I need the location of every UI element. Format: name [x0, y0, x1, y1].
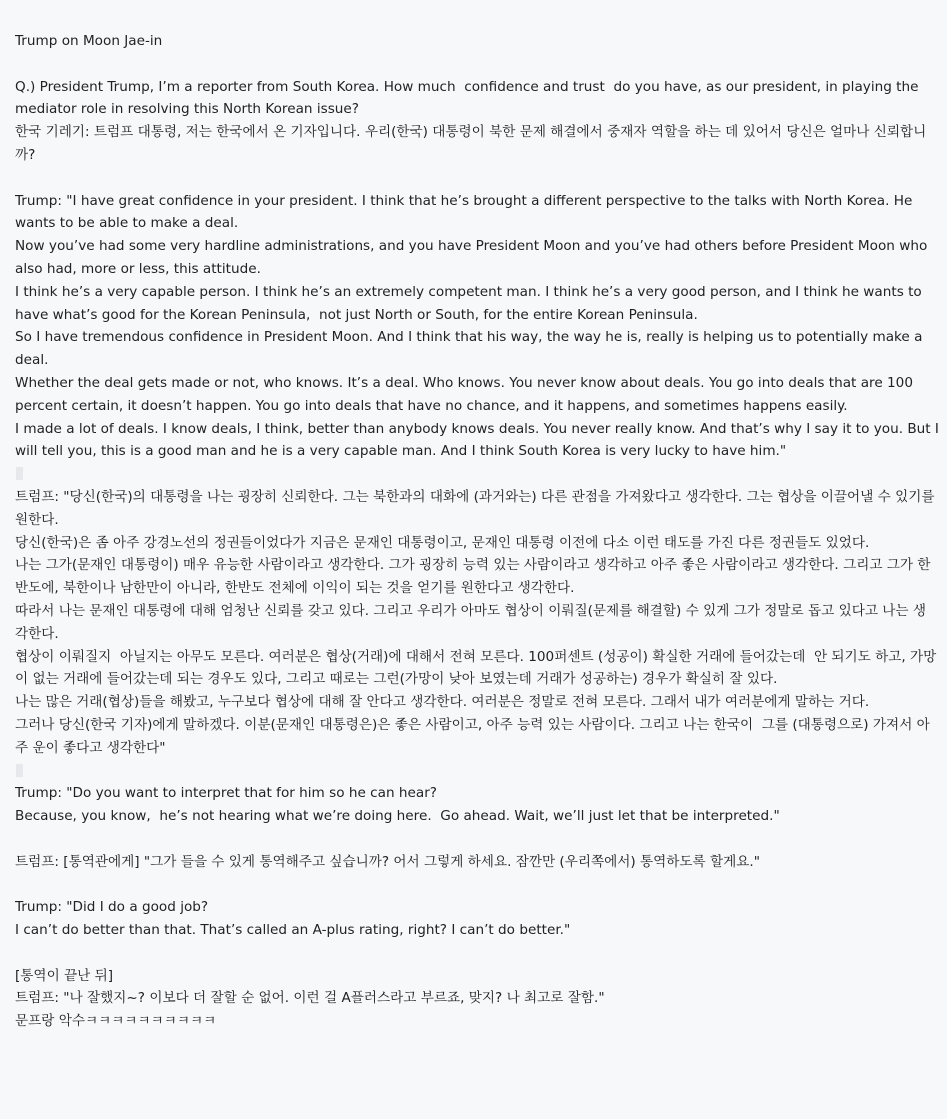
interpret-line: 트럼프: [통역관에게] "그가 들을 수 있게 통역해주고 싶습니까? 어서 그렇게 하세요. 잠깐만 (우리쪽에서) 통역하도록 할게요.": [15, 853, 760, 870]
after-line: [통역이 끝난 뒤]: [15, 967, 114, 984]
answer-line: 따라서 나는 문재인 대통령에 대해 엄청난 신뢰를 갖고 있다. 그리고 우리가 아마도 협상이 이뤄질(문제를 해결할) 수 있게 그가 정말로 돕고 있다고 나는 생각한다.: [15, 602, 927, 642]
spacer: [15, 167, 939, 190]
question-english: Q.) President Trump, I’m a reporter from South Korea. How much confidence and trust do you have, as our president, in playing the mediator role in resolving this North Korean issue?: [15, 78, 923, 118]
after-line: 트럼프: "나 잘했지~? 이보다 더 잘할 순 없어. 이런 걸 A플러스라고 부르죠, 맞지? 나 최고로 잘함.": [15, 990, 605, 1007]
interpret-line: Because, you know, he’s not hearing what we’re doing here. Go ahead. Wait, we’ll just let that be interpreted.": [15, 808, 780, 825]
answer-line: Trump: "I have great confidence in your president. I think that he’s brought a different perspective to the talks with North Korea. He wants to be able to make a deal.: [15, 192, 917, 232]
spacer: [15, 873, 939, 896]
answer-line: I made a lot of deals. I know deals, I think, better than anybody knows deals. You never really know. And that’s why I say it to you. But I will tell you, this is a good man and he is a very capable man. And I think South Korea is very lucky to have him.": [15, 420, 944, 460]
paragraph-marker: [16, 467, 23, 480]
answer-line: 그러나 당신(한국 기자)에게 말하겠다. 이분(문재인 대통령은)은 좋은 사람이고, 아주 능력 있는 사람이다. 그리고 나는 한국이 그를 (대통령으로) 가져서 아주 운이 좋다고 생각한다": [15, 716, 930, 756]
answer-english-paragraph: [15, 190, 944, 464]
answer-line: 나는 그가(문재인 대통령이) 매우 유능한 사람이라고 생각한다. 그가 굉장히 능력 있는 사람이라고 생각하고 아주 좋은 사람이라고 생각한다. 그리고 그가 한반도에, 북한이나 남한만이 아니라, 한반도 전체에 이익이 되는 것을 얻기를 원한다고 생각한다.: [15, 557, 931, 597]
document-title: Trump on Moon Jae-in: [15, 33, 163, 49]
answer-korean-paragraph: [15, 486, 939, 760]
answer-line: Whether the deal gets made or not, who knows. It’s a deal. Who knows. You never know about deals. You go into deals that are 100 percent certain, it doesn’t happen. You go into deals that have no chance, and it happens, and sometimes happens easily.: [15, 374, 918, 414]
answer-line: So I have tremendous confidence in President Moon. And I think that his way, the way he is, really is helping us to potentially make a deal.: [15, 329, 927, 369]
answer-line: 당신(한국)은 좀 아주 강경노선의 정권들이었다가 지금은 문재인 대통령이고, 문재인 대통령 이전에 다소 이런 태도를 가진 다른 정권들도 있었다.: [15, 534, 870, 551]
spacer: [15, 828, 939, 851]
interpret-english-paragraph: [15, 782, 939, 828]
answer-line: Now you’ve had some very hardline administrations, and you have President Moon and you’ve had others before President Moon who also had, more or less, this attitude.: [15, 238, 932, 277]
question-paragraph: [15, 76, 939, 167]
spacer: [15, 942, 939, 965]
answer-line: 나는 많은 거래(협상)들을 해봤고, 누구보다 협상에 대해 잘 안다고 생각한다. 여러분은 정말로 전혀 모른다. 그래서 내가 여러분에게 말하는 거다.: [15, 694, 870, 711]
question-korean: 한국 기레기: 트럼프 대통령, 저는 한국에서 온 기자입니다. 우리(한국) 대통령이 북한 문제 해결에서 중재자 역할을 하는 데 있어서 당신은 얼마나 신뢰합니까?: [15, 124, 927, 163]
answer-line: 트럼프: "당신(한국)의 대통령을 나는 굉장히 신뢰한다. 그는 북한과의 대화에 (과거와는) 다른 관점을 가져왔다고 생각한다. 그는 협상을 이끌어낼 수 있기를 원한다.: [15, 488, 939, 528]
spacer: [15, 760, 939, 783]
spacer: [15, 463, 939, 486]
interpret-line: Trump: "Do you want to interpret that for him so he can hear?: [15, 785, 437, 802]
after-interpretation-paragraph: [15, 965, 939, 1033]
interpret-korean-paragraph: [15, 851, 939, 874]
good-job-english-paragraph: [15, 896, 939, 942]
paragraph-marker: [16, 764, 23, 777]
good-job-line: Trump: "Did I do a good job?: [15, 899, 209, 916]
answer-line: 협상이 이뤄질지 아닐지는 아무도 모른다. 여러분은 협상(거래)에 대해서 전혀 모른다. 100퍼센트 (성공이) 확실한 거래에 들어갔는데 안 되기도 하고, 가망이 없는 거래에 들어갔는데 되는 경우도 있다, 그리고 때로는 그런(가망이 낮아 보였는데 거래가 성공하는) 경우가 확실히 잘 있다.: [15, 648, 937, 688]
answer-line: I think he’s a very capable person. I think he’s an extremely competent man. I think he’s a very good person, and I think he wants to have what’s good for the Korean Peninsula, not just North or South, for the entire Korean Peninsula.: [15, 283, 927, 323]
good-job-line: I can’t do better than that. That’s called an A-plus rating, right? I can’t do better.": [15, 922, 571, 939]
after-line: 문프랑 악수ㅋㅋㅋㅋㅋㅋㅋㅋㅋㅋ: [15, 1013, 217, 1030]
